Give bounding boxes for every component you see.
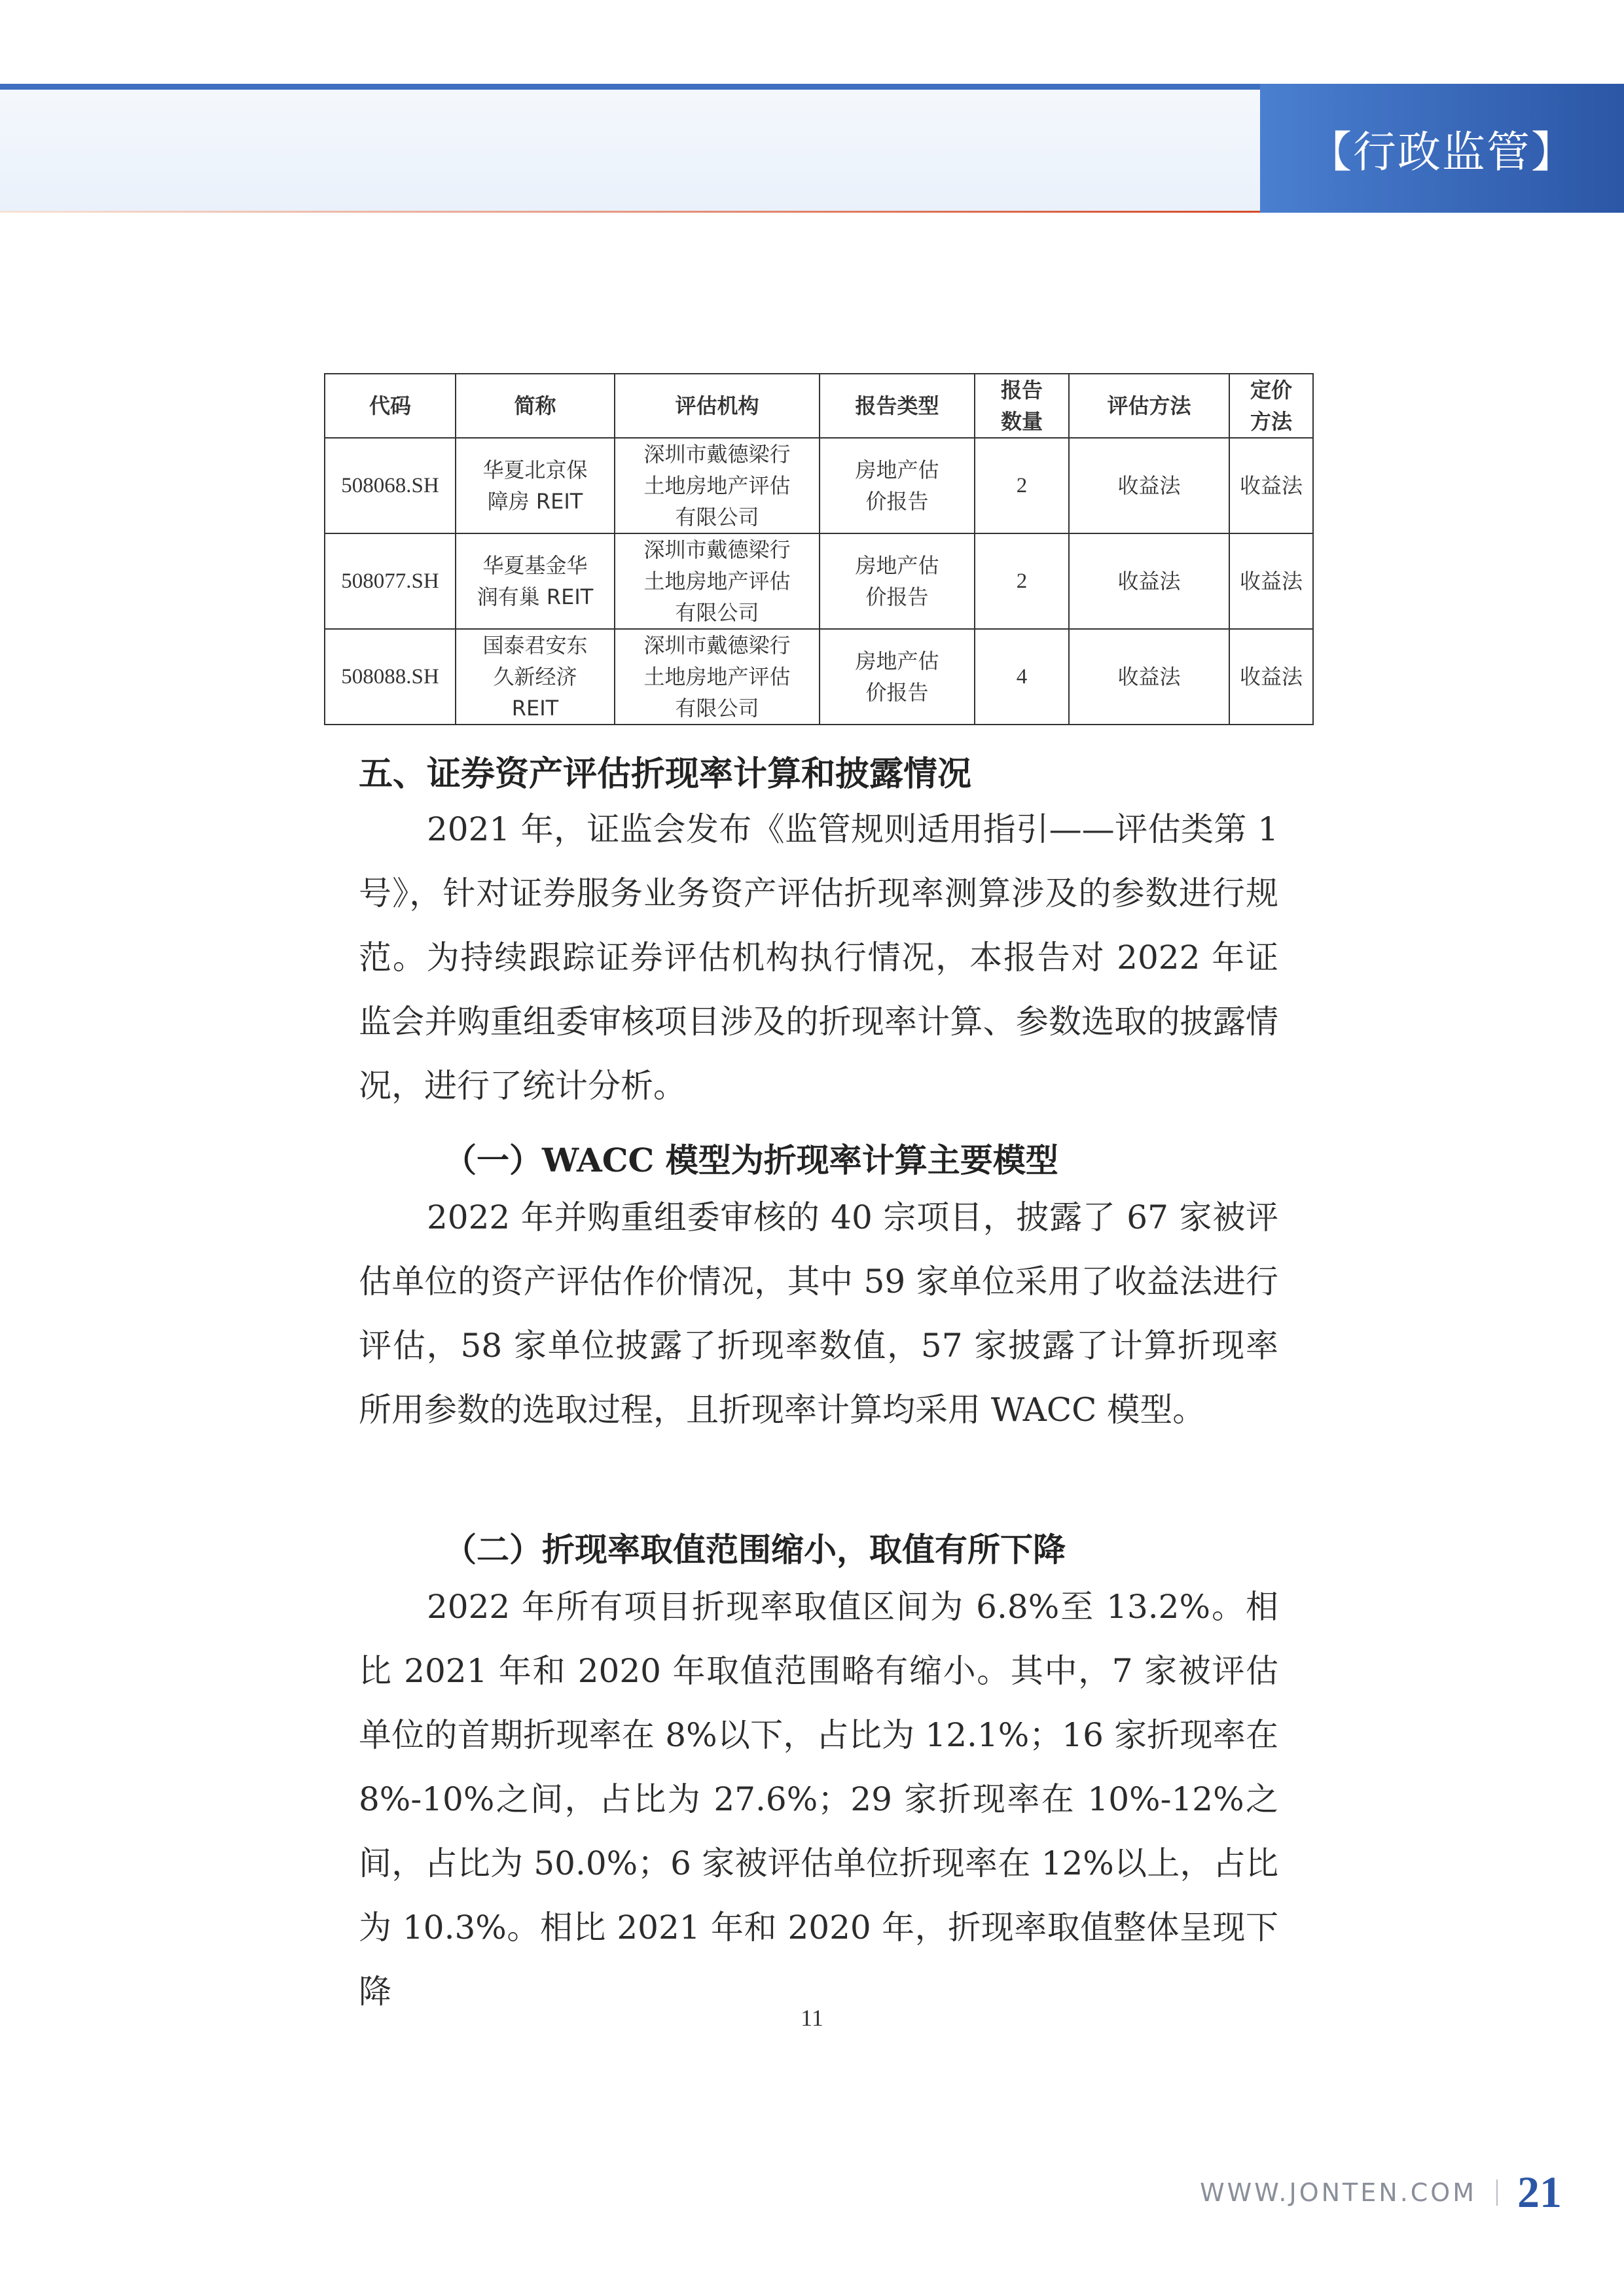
- pricing-cell: 收益法: [1229, 438, 1313, 533]
- count-cell: 4: [975, 629, 1069, 725]
- code-cell: 508068.SH: [325, 438, 456, 533]
- header-cell: 代码: [325, 374, 456, 438]
- org-cell: 深圳市戴德梁行 土地房地产评估 有限公司: [615, 533, 820, 629]
- table-row: [325, 629, 1313, 725]
- type-cell: 房地产估 价报告: [820, 533, 975, 629]
- folio-number: 21: [1517, 2167, 1562, 2217]
- org-cell: 深圳市戴德梁行 土地房地产评估 有限公司: [615, 629, 820, 725]
- header-cell: 定价 方法: [1229, 374, 1313, 438]
- header-cell: 报告 数量: [975, 374, 1069, 438]
- count-cell: 2: [975, 533, 1069, 629]
- pricing-cell: 收益法: [1229, 629, 1313, 725]
- section-heading: 五、证券资产评估折现率计算和披露情况: [359, 755, 972, 794]
- table-header-row: [325, 374, 1313, 438]
- section-tag: 【行政监管】: [1308, 127, 1576, 177]
- name-cell: 华夏基金华 润有巢 REIT: [456, 533, 615, 629]
- subheading-2: （二）折现率取值范围缩小，取值有所下降: [444, 1530, 1066, 1569]
- paragraph-2: 2022 年所有项目折现率取值区间为 6.8%至 13.2%。相比 2021 年和 2020 年取值范围略有缩小。其中，7 家被评估单位的首期折现率在 8%以下，占比为 12.1%；16 家折现率在 8%-10%之间，占比为 27.6%；29 家折现率在 10%-12%之间，占比为 50.0%；6 家被评估单位折现率在 12%以上，占比为 10.3%。相比 2021 年和 2020 年，折现率取值整体呈现下降: [359, 1588, 1278, 2011]
- pricing-cell: 收益法: [1229, 533, 1313, 629]
- code-cell: 508077.SH: [325, 533, 456, 629]
- method-cell: 收益法: [1069, 438, 1229, 533]
- table-row: [325, 438, 1313, 533]
- footer: [1200, 2166, 1562, 2218]
- type-cell: 房地产估 价报告: [820, 629, 975, 725]
- method-cell: 收益法: [1069, 533, 1229, 629]
- method-cell: 收益法: [1069, 629, 1229, 725]
- intro-paragraph: 2021 年，证监会发布《监管规则适用指引——评估类第 1 号》，针对证券服务业务资产评估折现率测算涉及的参数进行规范。为持续跟踪证券评估机构执行情况，本报告对 2022 年证监会并购重组委审核项目涉及的折现率计算、参数选取的披露情况，进行了统计分析。: [359, 810, 1279, 1105]
- header-cell: 简称: [456, 374, 615, 438]
- header-band: [0, 90, 1260, 211]
- org-cell: 深圳市戴德梁行 土地房地产评估 有限公司: [615, 438, 820, 533]
- header-cell: 评估方法: [1069, 374, 1229, 438]
- header-cell: 报告类型: [820, 374, 975, 438]
- table-row: [325, 533, 1313, 629]
- header-bottom-rule: [0, 211, 1260, 213]
- code-cell: 508088.SH: [325, 629, 456, 725]
- count-cell: 2: [975, 438, 1069, 533]
- name-cell: 华夏北京保 障房 REIT: [456, 438, 615, 533]
- paragraph-1: 2022 年并购重组委审核的 40 宗项目，披露了 67 家被评估单位的资产评估作价情况，其中 59 家单位采用了收益法进行评估，58 家单位披露了折现率数值，57 家披露了计算折现率所用参数的选取过程，且折现率计算均采用 WACC 模型。: [359, 1198, 1278, 1429]
- header-top-rule: [0, 84, 1260, 90]
- website-text: WWW.JONTEN.COM: [1200, 2178, 1477, 2207]
- valuation-table: [324, 373, 1314, 725]
- name-cell: 国泰君安东 久新经济 REIT: [456, 629, 615, 725]
- page-number: 11: [801, 2005, 823, 2031]
- subheading-1: （一）WACC 模型为折现率计算主要模型: [444, 1141, 1058, 1179]
- type-cell: 房地产估 价报告: [820, 438, 975, 533]
- header-cell: 评估机构: [615, 374, 820, 438]
- footer-divider: [1496, 2179, 1498, 2206]
